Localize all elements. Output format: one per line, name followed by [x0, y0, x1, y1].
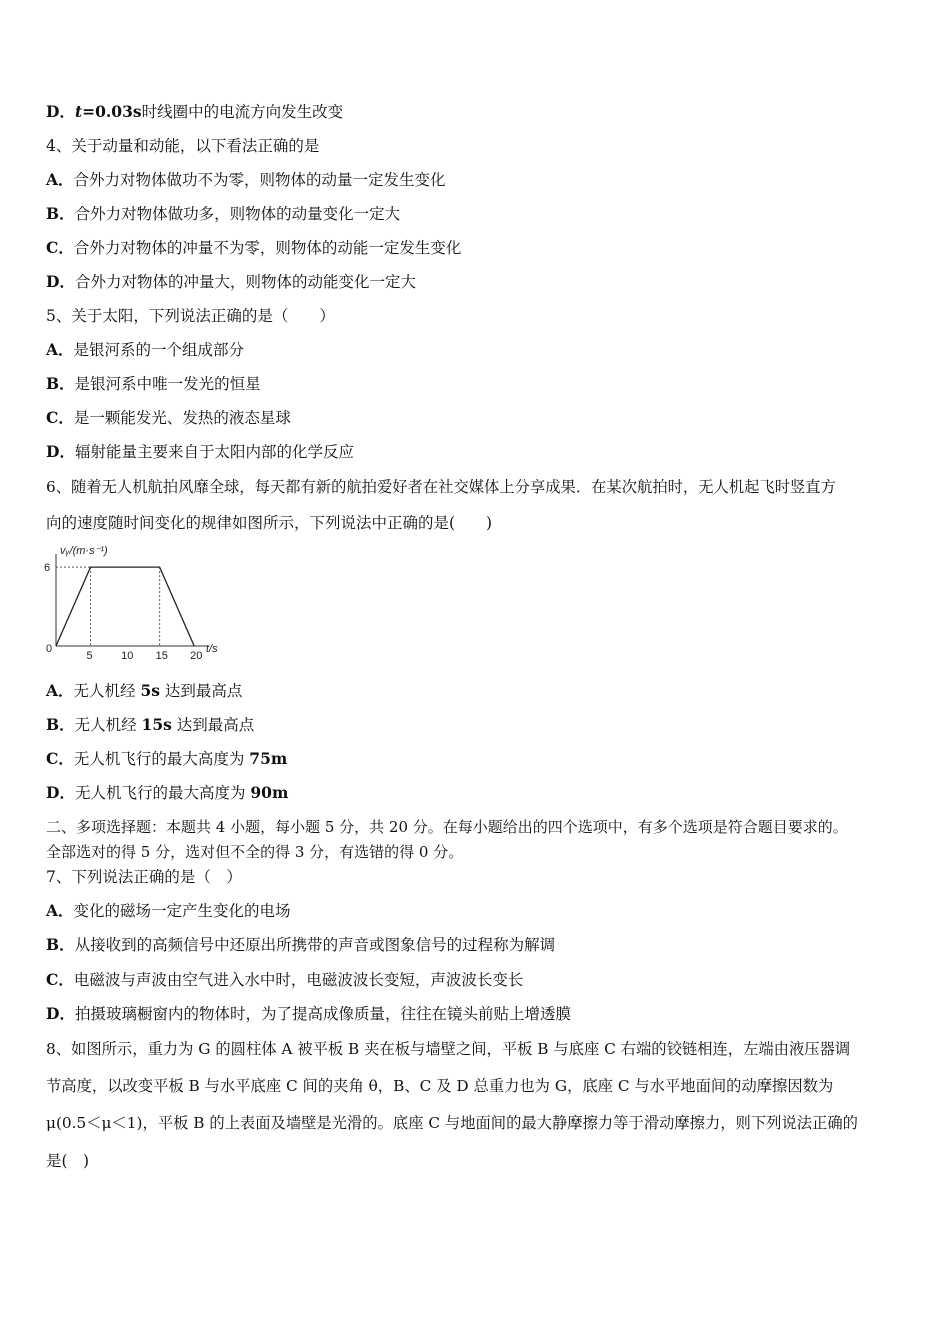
q6-option-a [46, 681, 242, 701]
option-letter: B． [46, 935, 75, 954]
q3-option-d [46, 102, 343, 122]
option-text-post: 达到最高点 [171, 716, 255, 734]
option-text: 电磁波与声波由空气进入水中时，电磁波波长变短，声波波长变长 [73, 971, 524, 989]
option-letter: D． [46, 442, 75, 461]
q8-stem-line3: μ(0.5＜μ＜1)，平板 B 的上表面及墙壁是光滑的。底座 C 与地面间的最大静摩擦力等于滑动摩擦力，则下列说法正确的 [46, 1114, 858, 1132]
option-text: 变化的磁场一定产生变化的电场 [73, 902, 291, 920]
q8-stem-line2: 节高度，以改变平板 B 与水平底座 C 间的夹角 θ，B、C 及 D 总重力也为 G，底座 C 与水平地面间的动摩擦因数为 [46, 1077, 834, 1095]
q5-option-d [46, 442, 354, 462]
q4-stem: 4、关于动量和动能，以下看法正确的是 [46, 137, 320, 155]
q7-option-a [46, 901, 291, 921]
option-text: 是银河系的一个组成部分 [73, 341, 245, 359]
section2-heading-line2: 全部选对的得 5 分，选对但不全的得 3 分，有选错的得 0 分。 [46, 843, 464, 861]
option-letter: C． [46, 238, 74, 257]
option-text: 无人机飞行的最大高度为 [74, 784, 251, 802]
option-letter: A． [46, 170, 74, 189]
x-tick-label: 10 [121, 650, 134, 660]
option-text: 辐射能量主要来自于太阳内部的化学反应 [74, 443, 354, 461]
option-text: 合外力对物体做功不为零，则物体的动量一定发生变化 [73, 171, 446, 189]
option-letter: B． [46, 204, 75, 223]
option-letter: B． [46, 374, 75, 393]
option-text: 无人机经 [74, 716, 142, 734]
option-text: 合外力对物体的冲量不为零，则物体的动能一定发生变化 [73, 239, 462, 257]
option-value: 15s [141, 715, 172, 734]
q8-stem-line1: 8、如图所示，重力为 G 的圆柱体 A 被平板 B 夹在板与墙壁之间，平板 B 与底座 C 右端的铰链相连，左端由液压器调 [46, 1040, 851, 1058]
option-text: 合外力对物体的冲量大，则物体的动能变化一定大 [74, 273, 416, 291]
option-letter: C． [46, 408, 74, 427]
option-text: 无人机经 [73, 682, 141, 700]
time-value: =0.03s [82, 102, 142, 121]
q6-option-d [46, 783, 288, 803]
q8-stem-line4: 是( ) [46, 1152, 90, 1170]
q4-option-a [46, 170, 446, 190]
q6-stem-line2: 向的速度随时间变化的规律如图所示，下列说法中正确的是( ) [46, 514, 493, 532]
option-text-post: 达到最高点 [159, 682, 243, 700]
option-text: 是一颗能发光、发热的液态星球 [73, 409, 291, 427]
option-value: 5s [140, 681, 160, 700]
option-text: 从接收到的高频信号中还原出所携带的声音或图象信号的过程称为解调 [74, 936, 556, 954]
q5-option-c [46, 408, 291, 428]
x-axis-label: t/s [206, 643, 218, 655]
y-axis-label: vᵧ/(m·s⁻¹) [60, 545, 108, 557]
option-letter: D． [46, 272, 75, 291]
q5-option-a [46, 340, 244, 360]
option-letter: B． [46, 715, 75, 734]
q5-stem: 5、关于太阳，下列说法正确的是（ ） [46, 307, 335, 325]
option-letter: D． [46, 102, 75, 121]
q4-option-c [46, 238, 461, 258]
q6-option-b [46, 715, 254, 735]
q5-option-b [46, 374, 261, 394]
q7-option-d [46, 1004, 571, 1024]
q4-option-b [46, 204, 400, 224]
option-text: 时线圈中的电流方向发生改变 [141, 103, 344, 121]
option-letter: D． [46, 1004, 75, 1023]
option-text: 无人机飞行的最大高度为 [73, 750, 250, 768]
section2-heading-line1: 二、多项选择题：本题共 4 小题，每小题 5 分，共 20 分。在每小题给出的四个选项中，有多个选项是符合题目要求的。 [46, 818, 848, 836]
option-letter: C． [46, 970, 74, 989]
x-tick-label: 20 [190, 650, 203, 660]
option-value: 75m [249, 749, 288, 768]
q4-option-d [46, 272, 416, 292]
q7-option-b [46, 935, 555, 955]
option-letter: A． [46, 340, 74, 359]
x-tick-label: 5 [86, 650, 93, 660]
origin-label: 0 [46, 643, 53, 655]
option-text: 合外力对物体做功多，则物体的动量变化一定大 [74, 205, 401, 223]
q6-stem-line1: 6、随着无人机航拍风靡全球，每天都有新的航拍爱好者在社交媒体上分享成果．在某次航拍时，无人机起飞时竖直方 [46, 478, 836, 496]
q6-option-c [46, 749, 287, 769]
velocity-time-graph [40, 540, 240, 660]
option-letter: D． [46, 783, 75, 802]
q7-stem: 7、下列说法正确的是（ ） [46, 868, 242, 886]
y-tick-label: 6 [44, 562, 51, 575]
option-text: 拍摄玻璃橱窗内的物体时，为了提高成像质量，往往在镜头前贴上增透膜 [74, 1005, 571, 1023]
option-letter: C． [46, 749, 74, 768]
option-text: 是银河系中唯一发光的恒星 [74, 375, 261, 393]
q7-option-c [46, 970, 523, 990]
velocity-series-line [56, 567, 194, 646]
option-letter: A． [46, 901, 74, 920]
option-value: 90m [250, 783, 289, 802]
x-tick-label: 15 [155, 650, 168, 660]
variable-t: t [74, 102, 83, 121]
option-letter: A． [46, 681, 74, 700]
